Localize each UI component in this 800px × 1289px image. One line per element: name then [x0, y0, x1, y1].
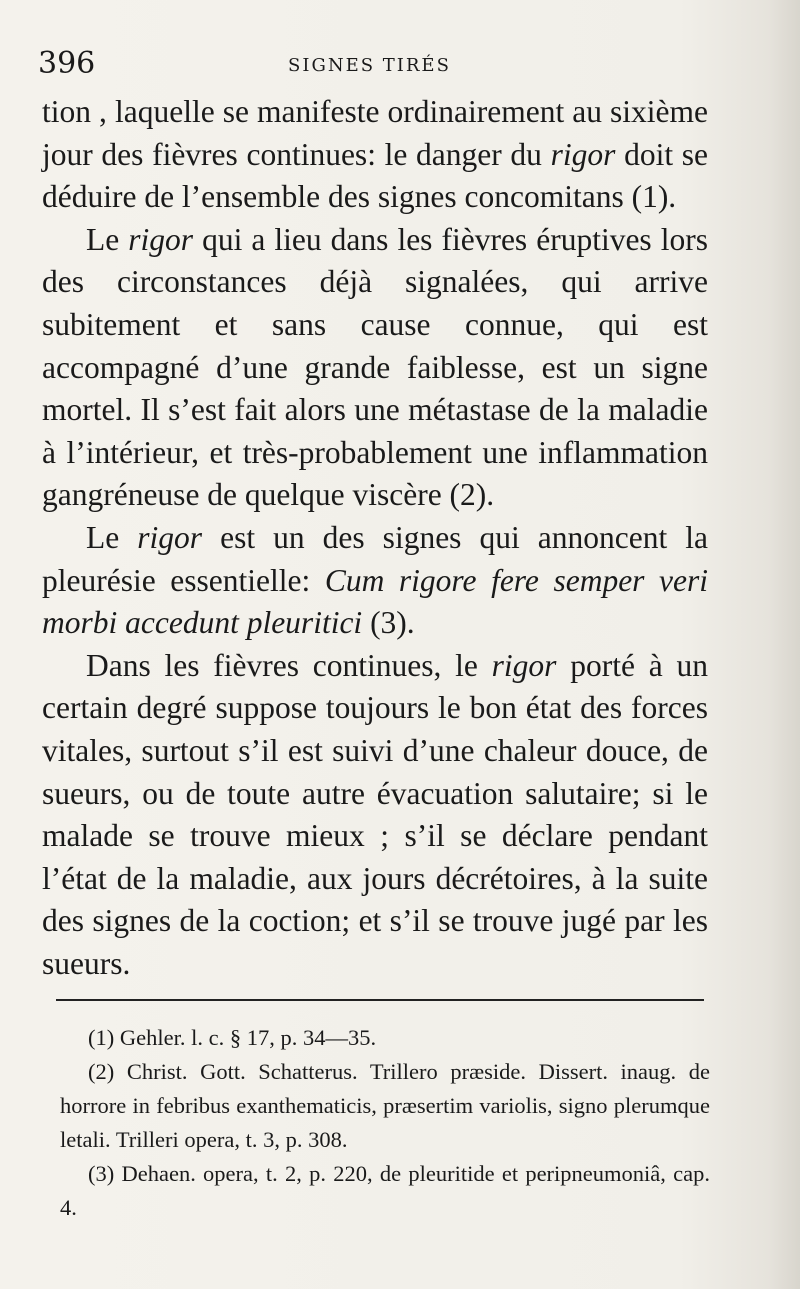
text-run: qui a lieu dans les fièvres éruptives lors des circonstances déjà signalées, qui arrive subitement et sans cause connue, qui est accompagné d’une grande faiblesse, est un signe mortel. Il s’est fait alors une métastase de la maladie à l’intérieur, et très-probablement une inflammation gangréneuse de quelque viscère (2).	[42, 221, 708, 513]
text-run: Le	[86, 221, 129, 257]
page-number: 396	[38, 46, 96, 81]
running-title: SIGNES TIRÉS	[288, 55, 451, 76]
paragraph	[42, 219, 708, 517]
footnote: (1) Gehler. l. c. § 17, p. 34—35.	[88, 1025, 377, 1050]
paragraph	[42, 645, 708, 986]
italic-text: rigor	[550, 136, 616, 172]
text-run: est un des signes qui annoncent la pleurésie essentielle:	[42, 519, 708, 598]
main-text	[42, 91, 708, 985]
paragraph	[42, 517, 708, 645]
page-header	[38, 46, 688, 86]
text-run: Le	[86, 519, 138, 555]
text-run: tion , laquelle se manifeste ordinairement au sixième jour des fièvres continues: le danger du	[42, 94, 708, 172]
footnote: (3) Dehaen. opera, t. 2, p. 220, de pleuritide et peripneumoniâ, cap. 4.	[60, 1161, 710, 1220]
paragraph	[42, 91, 708, 219]
text-run: (3).	[362, 605, 415, 641]
italic-text: rigor	[128, 221, 194, 257]
text-run: Dans les fièvres continues, le	[86, 647, 492, 683]
italic-text: Cum rigore fere semper veri morbi accedunt pleuritici	[42, 562, 708, 641]
italic-text: rigor	[491, 647, 557, 683]
footnotes	[60, 1021, 710, 1225]
text-run: doit se déduire de l’ensemble des signes concomitans (1).	[42, 136, 708, 215]
footnote-divider	[56, 999, 704, 1001]
italic-text: rigor	[137, 519, 203, 555]
text-run: porté à un certain degré suppose toujours le bon état des forces vitales, surtout s’il est suivi d’une chaleur douce, de sueurs, ou de toute autre évacuation salutaire; si le malade se trouve mieux ; s’il se déclare pendant l’état de la maladie, aux jours décrétoires, à la suite des signes de la coction; et s’il se trouve jugé par les sueurs.	[42, 647, 708, 981]
footnote: (2) Christ. Gott. Schatterus. Trillero præside. Dissert. inaug. de horrore in febribus exanthematicis, præsertim variolis, signo plerumque letali. Trilleri opera, t. 3, p. 308.	[60, 1059, 710, 1152]
